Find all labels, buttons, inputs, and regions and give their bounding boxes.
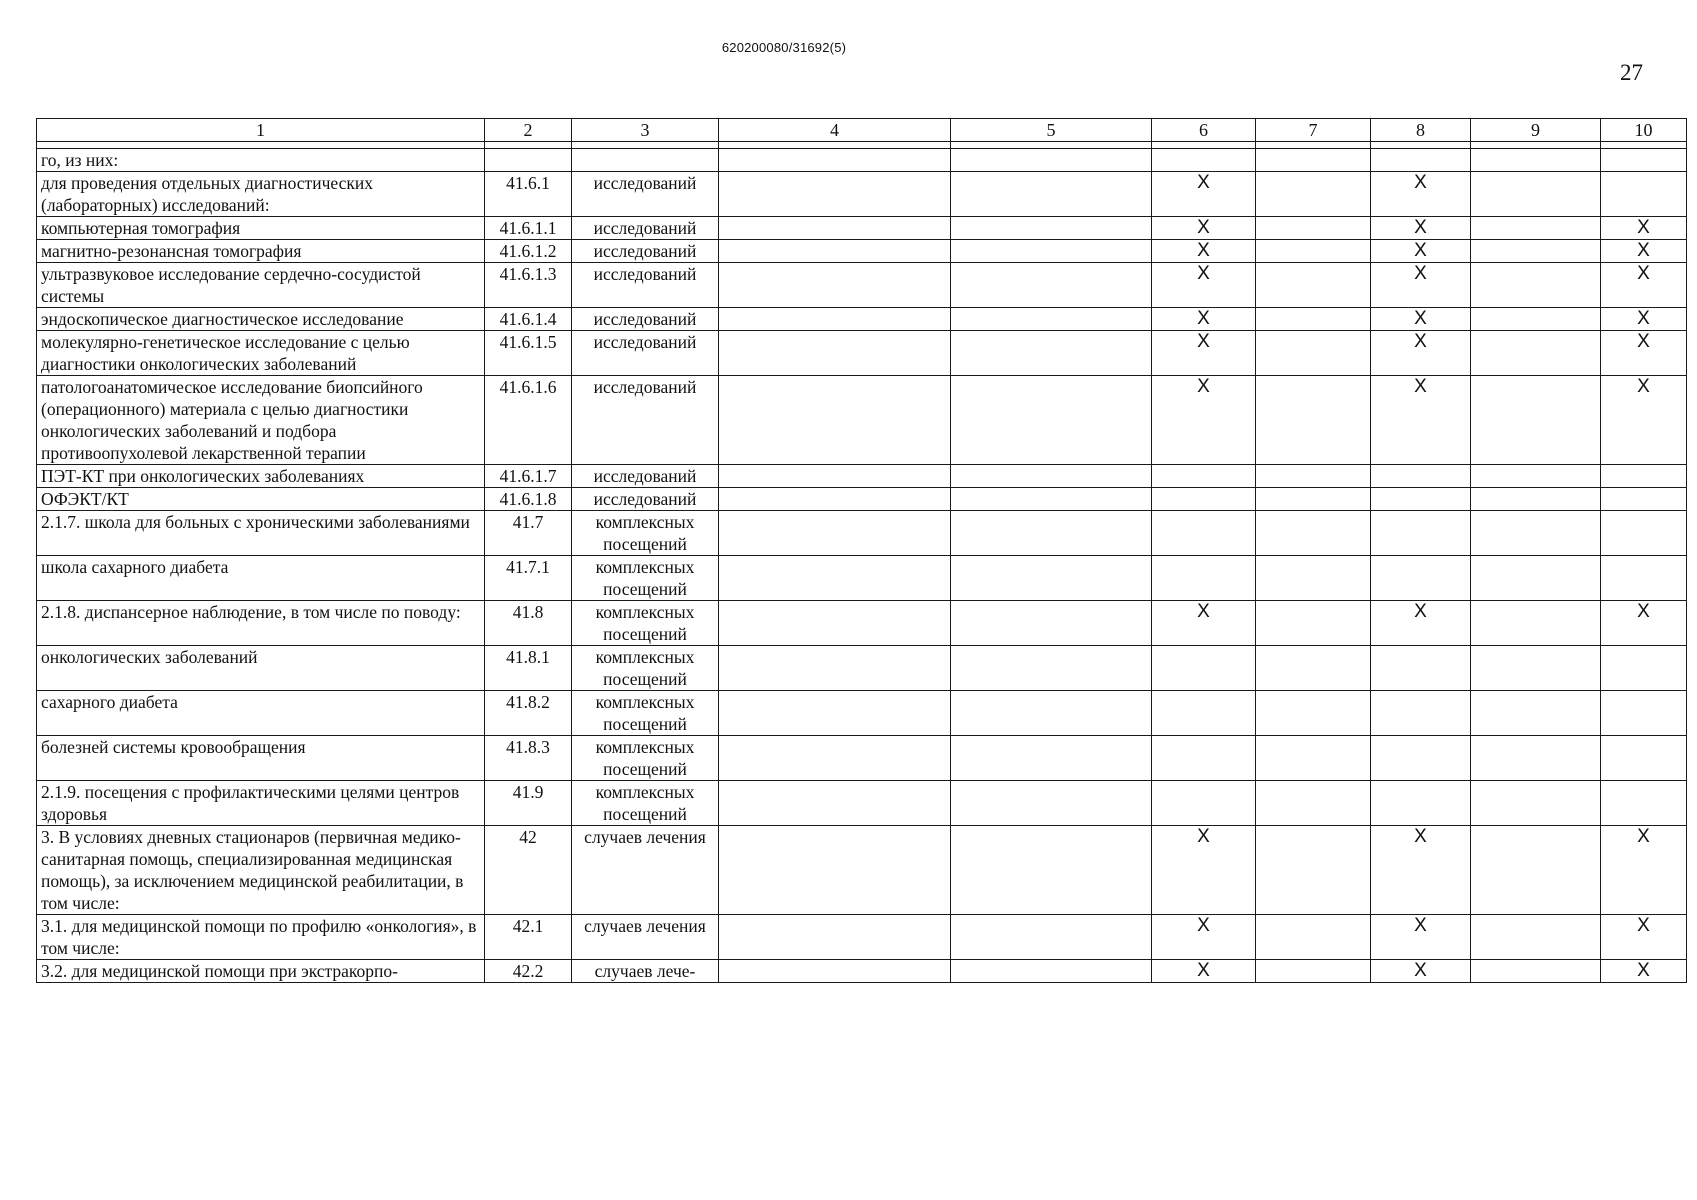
row-code-cell: 41.6.1.4 <box>485 308 572 331</box>
row-unit-cell: исследований <box>572 263 719 308</box>
col6-mark-cell <box>1152 736 1256 781</box>
col9-cell <box>1471 172 1601 217</box>
row-code-cell: 41.6.1.3 <box>485 263 572 308</box>
col4-cell <box>719 308 951 331</box>
col9-cell <box>1471 691 1601 736</box>
row-name-cell: эндоскопическое диагностическое исследование <box>37 308 485 331</box>
col8-mark-cell: X <box>1371 915 1471 960</box>
col7-cell <box>1256 960 1371 983</box>
row-code-cell <box>485 149 572 172</box>
table-row <box>37 691 1687 736</box>
col4-cell <box>719 915 951 960</box>
col10-mark-cell <box>1601 691 1687 736</box>
col5-cell <box>951 488 1152 511</box>
col4-cell <box>719 149 951 172</box>
row-name-cell: ОФЭКТ/КТ <box>37 488 485 511</box>
row-name-cell: 3. В условиях дневных стационаров (первичная медико-санитарная помощь, специализированная медицинская помощь), за исключением медицинской реабилитации, в том числе: <box>37 826 485 915</box>
col7-cell <box>1256 149 1371 172</box>
col6-mark-cell <box>1152 488 1256 511</box>
col10-mark-cell <box>1601 465 1687 488</box>
col9-cell <box>1471 781 1601 826</box>
col7-cell <box>1256 217 1371 240</box>
row-unit-cell: исследований <box>572 308 719 331</box>
col10-mark-cell: X <box>1601 915 1687 960</box>
col8-mark-cell <box>1371 736 1471 781</box>
row-code-cell: 41.6.1.6 <box>485 376 572 465</box>
col6-mark-cell <box>1152 511 1256 556</box>
column-header: 1 <box>37 119 485 142</box>
col6-mark-cell <box>1152 149 1256 172</box>
col7-cell <box>1256 488 1371 511</box>
col7-cell <box>1256 172 1371 217</box>
row-name-cell: ПЭТ-КТ при онкологических заболеваниях <box>37 465 485 488</box>
row-name-cell: компьютерная томография <box>37 217 485 240</box>
col6-mark-cell: X <box>1152 376 1256 465</box>
col5-cell <box>951 149 1152 172</box>
row-unit-cell: исследований <box>572 217 719 240</box>
col5-cell <box>951 915 1152 960</box>
col10-mark-cell: X <box>1601 308 1687 331</box>
column-header: 9 <box>1471 119 1601 142</box>
row-unit-cell: исследований <box>572 240 719 263</box>
row-name-cell: 3.1. для медицинской помощи по профилю «онкология», в том числе: <box>37 915 485 960</box>
row-name-cell: 2.1.7. школа для больных с хроническими заболеваниями <box>37 511 485 556</box>
row-code-cell: 41.9 <box>485 781 572 826</box>
col7-cell <box>1256 465 1371 488</box>
col9-cell <box>1471 601 1601 646</box>
col8-mark-cell <box>1371 781 1471 826</box>
col10-mark-cell: X <box>1601 826 1687 915</box>
col10-mark-cell <box>1601 149 1687 172</box>
col4-cell <box>719 736 951 781</box>
col8-mark-cell: X <box>1371 960 1471 983</box>
col5-cell <box>951 601 1152 646</box>
col5-cell <box>951 511 1152 556</box>
row-name-cell: молекулярно-генетическое исследование с целью диагностики онкологических заболеваний <box>37 331 485 376</box>
col8-mark-cell <box>1371 511 1471 556</box>
col4-cell <box>719 556 951 601</box>
table-row <box>37 172 1687 217</box>
row-unit-cell: комплексных посещений <box>572 556 719 601</box>
col6-mark-cell: X <box>1152 240 1256 263</box>
col9-cell <box>1471 149 1601 172</box>
col10-mark-cell: X <box>1601 263 1687 308</box>
table-row <box>37 556 1687 601</box>
table-header-row <box>37 119 1687 142</box>
col10-mark-cell <box>1601 736 1687 781</box>
table-row <box>37 149 1687 172</box>
col10-mark-cell <box>1601 646 1687 691</box>
col6-mark-cell: X <box>1152 263 1256 308</box>
row-unit-cell: исследований <box>572 465 719 488</box>
table-row <box>37 308 1687 331</box>
col9-cell <box>1471 511 1601 556</box>
table-row <box>37 465 1687 488</box>
row-unit-cell: случаев лечения <box>572 915 719 960</box>
col7-cell <box>1256 691 1371 736</box>
col7-cell <box>1256 915 1371 960</box>
col6-mark-cell: X <box>1152 308 1256 331</box>
row-code-cell: 41.6.1.1 <box>485 217 572 240</box>
col6-mark-cell: X <box>1152 172 1256 217</box>
col5-cell <box>951 691 1152 736</box>
spacer-cell <box>1152 142 1256 149</box>
col8-mark-cell: X <box>1371 826 1471 915</box>
col6-mark-cell <box>1152 691 1256 736</box>
row-name-cell: 2.1.8. диспансерное наблюдение, в том числе по поводу: <box>37 601 485 646</box>
row-unit-cell: комплексных посещений <box>572 736 719 781</box>
row-unit-cell <box>572 149 719 172</box>
col7-cell <box>1256 781 1371 826</box>
row-code-cell: 41.6.1.5 <box>485 331 572 376</box>
row-name-cell: ультразвуковое исследование сердечно-сосудистой системы <box>37 263 485 308</box>
col7-cell <box>1256 308 1371 331</box>
row-name-cell: магнитно-резонансная томография <box>37 240 485 263</box>
table-row <box>37 240 1687 263</box>
row-unit-cell: комплексных посещений <box>572 601 719 646</box>
col7-cell <box>1256 601 1371 646</box>
column-header: 4 <box>719 119 951 142</box>
col6-mark-cell: X <box>1152 915 1256 960</box>
spacer-cell <box>1601 142 1687 149</box>
row-unit-cell: случаев лечения <box>572 826 719 915</box>
table-row <box>37 217 1687 240</box>
col6-mark-cell: X <box>1152 960 1256 983</box>
col7-cell <box>1256 240 1371 263</box>
col9-cell <box>1471 263 1601 308</box>
row-code-cell: 41.8.2 <box>485 691 572 736</box>
col4-cell <box>719 646 951 691</box>
col10-mark-cell <box>1601 556 1687 601</box>
row-code-cell: 41.8.1 <box>485 646 572 691</box>
row-name-cell: го, из них: <box>37 149 485 172</box>
spacer-cell <box>485 142 572 149</box>
spacer-cell <box>1471 142 1601 149</box>
row-code-cell: 42.2 <box>485 960 572 983</box>
row-code-cell: 42.1 <box>485 915 572 960</box>
row-code-cell: 41.6.1.8 <box>485 488 572 511</box>
col4-cell <box>719 331 951 376</box>
column-header: 6 <box>1152 119 1256 142</box>
row-unit-cell: исследований <box>572 488 719 511</box>
column-header: 2 <box>485 119 572 142</box>
row-code-cell: 41.7.1 <box>485 556 572 601</box>
table-row <box>37 915 1687 960</box>
col5-cell <box>951 646 1152 691</box>
col5-cell <box>951 172 1152 217</box>
col8-mark-cell: X <box>1371 240 1471 263</box>
table-row <box>37 511 1687 556</box>
col5-cell <box>951 263 1152 308</box>
column-header: 5 <box>951 119 1152 142</box>
col7-cell <box>1256 826 1371 915</box>
col5-cell <box>951 736 1152 781</box>
table-row <box>37 646 1687 691</box>
spacer-cell <box>719 142 951 149</box>
col10-mark-cell <box>1601 781 1687 826</box>
col8-mark-cell <box>1371 556 1471 601</box>
row-unit-cell: комплексных посещений <box>572 646 719 691</box>
col10-mark-cell: X <box>1601 601 1687 646</box>
table-row <box>37 601 1687 646</box>
col7-cell <box>1256 331 1371 376</box>
page-number: 27 <box>1620 60 1643 85</box>
col8-mark-cell: X <box>1371 172 1471 217</box>
col8-mark-cell <box>1371 646 1471 691</box>
data-table <box>36 118 1687 983</box>
col10-mark-cell <box>1601 488 1687 511</box>
table-row <box>37 376 1687 465</box>
col8-mark-cell <box>1371 488 1471 511</box>
spacer-cell <box>37 142 485 149</box>
col7-cell <box>1256 556 1371 601</box>
col5-cell <box>951 308 1152 331</box>
col10-mark-cell: X <box>1601 331 1687 376</box>
header-spacer-row <box>37 142 1687 149</box>
col6-mark-cell <box>1152 556 1256 601</box>
col4-cell <box>719 240 951 263</box>
col4-cell <box>719 691 951 736</box>
col10-mark-cell: X <box>1601 376 1687 465</box>
row-unit-cell: комплексных посещений <box>572 691 719 736</box>
col4-cell <box>719 465 951 488</box>
col5-cell <box>951 376 1152 465</box>
col7-cell <box>1256 263 1371 308</box>
col10-mark-cell <box>1601 511 1687 556</box>
row-code-cell: 41.8 <box>485 601 572 646</box>
col8-mark-cell: X <box>1371 331 1471 376</box>
col9-cell <box>1471 465 1601 488</box>
table-row <box>37 736 1687 781</box>
col9-cell <box>1471 646 1601 691</box>
spacer-cell <box>1371 142 1471 149</box>
col5-cell <box>951 960 1152 983</box>
col5-cell <box>951 826 1152 915</box>
col10-mark-cell <box>1601 172 1687 217</box>
col9-cell <box>1471 960 1601 983</box>
row-code-cell: 41.6.1.7 <box>485 465 572 488</box>
col10-mark-cell: X <box>1601 960 1687 983</box>
column-header: 10 <box>1601 119 1687 142</box>
col4-cell <box>719 172 951 217</box>
row-code-cell: 42 <box>485 826 572 915</box>
table-row <box>37 263 1687 308</box>
col8-mark-cell: X <box>1371 601 1471 646</box>
col7-cell <box>1256 376 1371 465</box>
row-unit-cell: исследований <box>572 172 719 217</box>
col9-cell <box>1471 826 1601 915</box>
col6-mark-cell <box>1152 465 1256 488</box>
row-name-cell: болезней системы кровообращения <box>37 736 485 781</box>
row-name-cell: школа сахарного диабета <box>37 556 485 601</box>
row-name-cell: патологоанатомическое исследование биопсийного (операционного) материала с целью диагностики онкологических заболеваний и подбора противоопухолевой лекарственной терапии <box>37 376 485 465</box>
col10-mark-cell: X <box>1601 217 1687 240</box>
col8-mark-cell <box>1371 465 1471 488</box>
col9-cell <box>1471 736 1601 781</box>
col8-mark-cell <box>1371 691 1471 736</box>
col10-mark-cell: X <box>1601 240 1687 263</box>
spacer-cell <box>951 142 1152 149</box>
spacer-cell <box>572 142 719 149</box>
col8-mark-cell: X <box>1371 217 1471 240</box>
col4-cell <box>719 511 951 556</box>
row-code-cell: 41.6.1 <box>485 172 572 217</box>
row-code-cell: 41.8.3 <box>485 736 572 781</box>
col5-cell <box>951 465 1152 488</box>
col9-cell <box>1471 556 1601 601</box>
row-code-cell: 41.6.1.2 <box>485 240 572 263</box>
spacer-cell <box>1256 142 1371 149</box>
col9-cell <box>1471 308 1601 331</box>
row-name-cell: для проведения отдельных диагностических (лабораторных) исследований: <box>37 172 485 217</box>
document-id: 620200080/31692(5) <box>721 40 847 55</box>
col9-cell <box>1471 376 1601 465</box>
col6-mark-cell <box>1152 781 1256 826</box>
col7-cell <box>1256 511 1371 556</box>
column-header: 3 <box>572 119 719 142</box>
row-code-cell: 41.7 <box>485 511 572 556</box>
row-unit-cell: исследований <box>572 376 719 465</box>
col8-mark-cell: X <box>1371 308 1471 331</box>
col6-mark-cell <box>1152 646 1256 691</box>
col4-cell <box>719 960 951 983</box>
col4-cell <box>719 263 951 308</box>
col4-cell <box>719 601 951 646</box>
row-name-cell: онкологических заболеваний <box>37 646 485 691</box>
col4-cell <box>719 488 951 511</box>
col4-cell <box>719 781 951 826</box>
col5-cell <box>951 781 1152 826</box>
table-row <box>37 960 1687 983</box>
col8-mark-cell: X <box>1371 376 1471 465</box>
row-unit-cell: комплексных посещений <box>572 511 719 556</box>
col7-cell <box>1256 646 1371 691</box>
col6-mark-cell: X <box>1152 601 1256 646</box>
col4-cell <box>719 826 951 915</box>
row-unit-cell: исследований <box>572 331 719 376</box>
col9-cell <box>1471 488 1601 511</box>
column-header: 8 <box>1371 119 1471 142</box>
table-row <box>37 826 1687 915</box>
row-name-cell: 2.1.9. посещения с профилактическими целями центров здоровья <box>37 781 485 826</box>
table-row <box>37 331 1687 376</box>
col5-cell <box>951 556 1152 601</box>
col7-cell <box>1256 736 1371 781</box>
col9-cell <box>1471 217 1601 240</box>
row-unit-cell: комплексных посещений <box>572 781 719 826</box>
row-name-cell: 3.2. для медицинской помощи при экстракорпо- <box>37 960 485 983</box>
table-row <box>37 488 1687 511</box>
table-row <box>37 781 1687 826</box>
col5-cell <box>951 331 1152 376</box>
col4-cell <box>719 376 951 465</box>
col8-mark-cell: X <box>1371 263 1471 308</box>
col9-cell <box>1471 331 1601 376</box>
row-name-cell: сахарного диабета <box>37 691 485 736</box>
col6-mark-cell: X <box>1152 331 1256 376</box>
col6-mark-cell: X <box>1152 826 1256 915</box>
col5-cell <box>951 217 1152 240</box>
col6-mark-cell: X <box>1152 217 1256 240</box>
col9-cell <box>1471 915 1601 960</box>
col5-cell <box>951 240 1152 263</box>
col9-cell <box>1471 240 1601 263</box>
column-header: 7 <box>1256 119 1371 142</box>
row-unit-cell: случаев лече- <box>572 960 719 983</box>
col8-mark-cell <box>1371 149 1471 172</box>
col4-cell <box>719 217 951 240</box>
